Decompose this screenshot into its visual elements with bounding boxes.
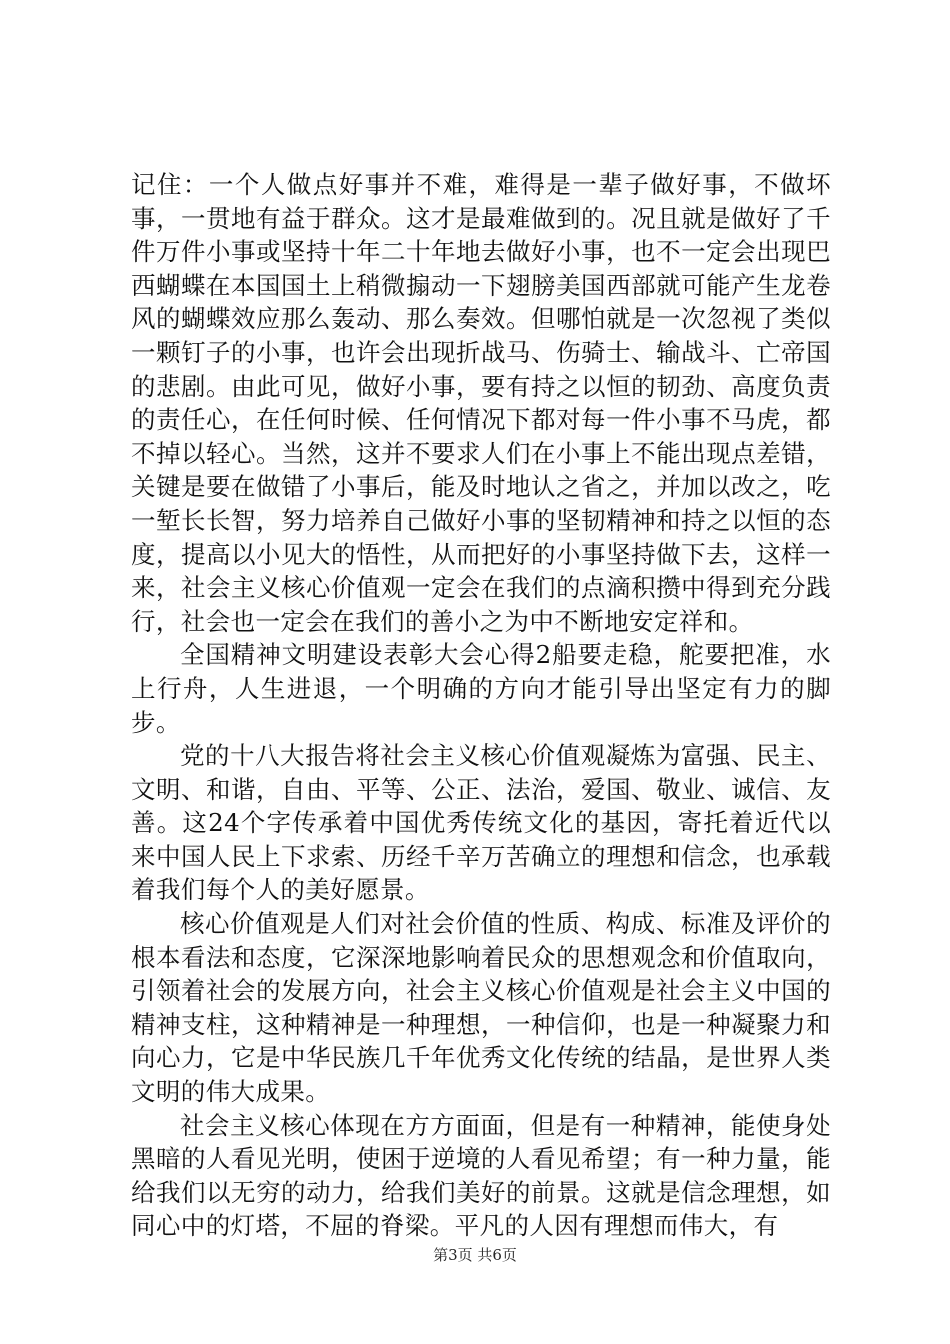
paragraph-2: 全国精神文明建设表彰大会心得2船要走稳，舵要把准，水上行舟，人生进退，一个明确的方向才能引导出坚定有力的脚步。 <box>131 640 831 737</box>
paragraph-1: 记住：一个人做点好事并不难，难得是一辈子做好事，不做坏事，一贯地有益于群众。这才是最难做到的。况且就是做好了千件万件小事或坚持十年二十年地去做好小事，也不一定会出现巴西蝴蝶在本国国土上稍微搧动一下翅膀美国西部就可能产生龙卷风的蝴蝶效应那么轰动、那么奏效。但哪怕就是一次忽视了类似一颗钉子的小事，也许会出现折战马、伤骑士、输战斗、亡帝国的悲剧。由此可见，做好小事，要有持之以恒的韧劲、高度负责的责任心，在任何时候、任何情况下都对每一件小事不马虎，都不掉以轻心。当然，这并不要求人们在小事上不能出现点差错，关键是要在做错了小事后，能及时地认之省之，并加以改之，吃一堑长长智，努力培养自己做好小事的坚韧精神和持之以恒的态度，提高以小见大的悟性，从而把好的小事坚持做下去，这样一来，社会主义核心价值观一定会在我们的点滴积攒中得到充分践行，社会也一定会在我们的善小之为中不断地安定祥和。 <box>131 170 831 636</box>
paragraph-3: 党的十八大报告将社会主义核心价值观凝炼为富强、民主、文明、和谐，自由、平等、公正、法治，爱国、敬业、诚信、友善。这24个字传承着中国优秀传统文化的基因，寄托着近代以来中国人民上下求索、历经千辛万苦确立的理想和信念，也承载着我们每个人的美好愿景。 <box>131 741 831 905</box>
paragraph-5: 社会主义核心体现在方方面面，但是有一种精神，能使身处黑暗的人看见光明，使困于逆境的人看见希望；有一种力量，能给我们以无穷的动力，给我们美好的前景。这就是信念理想，如同心中的灯塔，不屈的脊梁。平凡的人因有理想而伟大，有 <box>131 1110 831 1241</box>
paragraph-4: 核心价值观是人们对社会价值的性质、构成、标准及评价的根本看法和态度，它深深地影响着民众的思想观念和价值取向，引领着社会的发展方向，社会主义核心价值观是社会主义中国的精神支柱，这种精神是一种理想，一种信仰，也是一种凝聚力和向心力，它是中华民族几千年优秀文化传统的结晶，是世界人类文明的伟大成果。 <box>131 909 831 1107</box>
document-body <box>131 168 831 1243</box>
page-number-footer: 第3页 共6页 <box>433 1246 517 1264</box>
